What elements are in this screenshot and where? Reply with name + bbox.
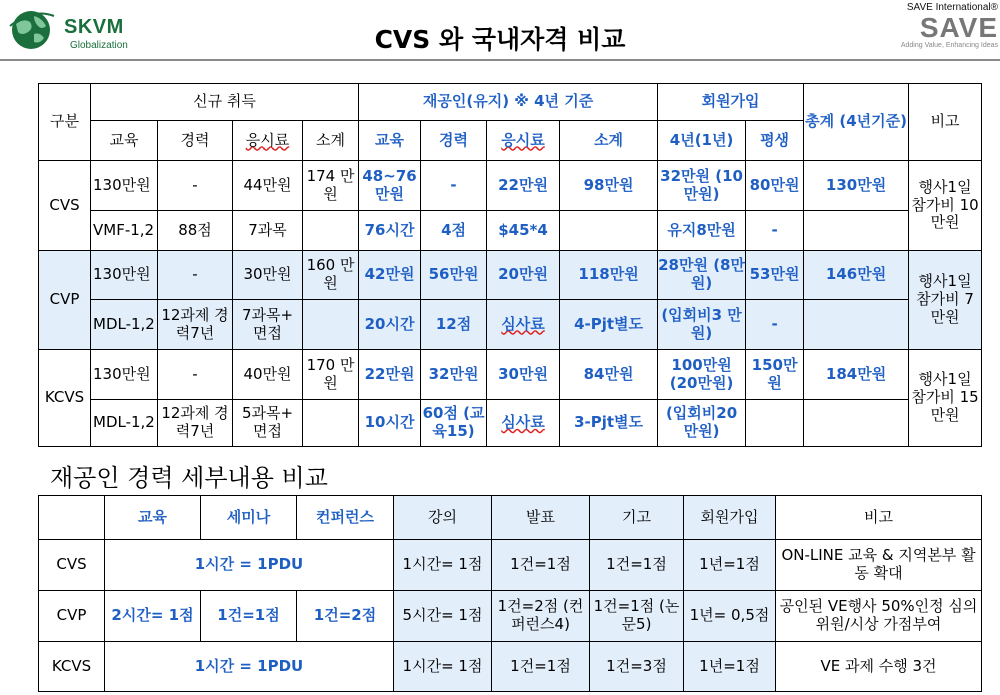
cell: 22만원: [487, 161, 560, 211]
note-cell: 행사1일 참가비 10만원: [909, 161, 982, 251]
header-divider: [0, 59, 1000, 61]
cell: 42만원: [359, 251, 421, 300]
cell: 60점 (교육15): [421, 400, 487, 447]
note-cell: ON-LINE 교육 & 지역본부 활동 확대: [776, 540, 982, 591]
cell: 118만원: [560, 251, 658, 300]
cell: 2시간= 1점: [105, 591, 201, 642]
header-exp2: 경력: [421, 121, 487, 161]
cell: 48~76 만원: [359, 161, 421, 211]
row-label: CVP: [39, 251, 91, 350]
header-gubun: 구분: [39, 84, 91, 161]
header-life: 평생: [746, 121, 804, 161]
cell: 32만원: [421, 350, 487, 400]
cell: 7과목+ 면접: [233, 300, 303, 350]
save-logo: [868, 2, 998, 58]
row-label: CVS: [39, 540, 105, 591]
cell: -: [421, 161, 487, 211]
merged-cell: 1시간 = 1PDU: [105, 540, 394, 591]
cell: 1시간= 1점: [394, 540, 492, 591]
cell: VMF-1,2: [91, 211, 158, 251]
header-m4: 4년(1년): [658, 121, 746, 161]
save-word-text: SAVE: [919, 12, 998, 43]
table-row: [39, 591, 982, 642]
header-seminar: 세미나: [201, 496, 297, 540]
header-edu2: 교육: [359, 121, 421, 161]
cell: 4점: [421, 211, 487, 251]
cell: 4-Pjt별도: [560, 300, 658, 350]
cell: 1년=1점: [684, 540, 776, 591]
cell: 170 만원: [303, 350, 359, 400]
cell: 1건=1점: [492, 540, 590, 591]
cell: 84만원: [560, 350, 658, 400]
cell: 1건=3점: [590, 642, 684, 692]
table-row: [39, 300, 982, 350]
cell: 7과목: [233, 211, 303, 251]
header-contribution: 기고: [590, 496, 684, 540]
cell: 130만원: [91, 161, 158, 211]
header-conference: 컨퍼런스: [297, 496, 394, 540]
cell: 146만원: [804, 251, 909, 300]
section-subtitle: 재공인 경력 세부내용 비교: [50, 464, 328, 492]
header-member: 회원가입: [658, 84, 804, 121]
skvm-name: SKVM: [64, 16, 124, 38]
row-label: KCVS: [39, 642, 105, 692]
header-lecture: 강의: [394, 496, 492, 540]
cell: [303, 300, 359, 350]
cell: 76시간: [359, 211, 421, 251]
cell: 12점: [421, 300, 487, 350]
cell: 20시간: [359, 300, 421, 350]
cell: -: [746, 211, 804, 251]
header-exp: 경력: [158, 121, 233, 161]
cell: 88점: [158, 211, 233, 251]
cell: 150만 원: [746, 350, 804, 400]
table-row: [39, 400, 982, 447]
save-top-text: SAVE International®: [906, 2, 998, 13]
header-subtotal: 소계: [303, 121, 359, 161]
cell: 1건=1점: [201, 591, 297, 642]
cell: 174 만원: [303, 161, 359, 211]
save-tagline: Adding Value, Enhancing Ideas: [900, 42, 998, 49]
cell: 30만원: [487, 350, 560, 400]
career-detail-table: [38, 495, 982, 692]
cell: 유지8만원: [658, 211, 746, 251]
header-subtotal2: 소계: [560, 121, 658, 161]
merged-cell: 1시간 = 1PDU: [105, 642, 394, 692]
cell: 53만원: [746, 251, 804, 300]
header-note: 비고: [776, 496, 982, 540]
cell: 1건=1점: [590, 540, 684, 591]
header-presentation: 발표: [492, 496, 590, 540]
page-title: CVS 와 국내자격 비교: [374, 25, 626, 54]
cell: -: [158, 350, 233, 400]
cell: 1시간= 1점: [394, 642, 492, 692]
cell: 5과목+ 면접: [233, 400, 303, 447]
table-row: [39, 211, 982, 251]
cell: [303, 211, 359, 251]
skvm-subtitle: Globalization: [70, 40, 128, 51]
cell: 40만원: [233, 350, 303, 400]
table-row: [39, 350, 982, 400]
cell: [746, 400, 804, 447]
cell: MDL-1,2: [91, 300, 158, 350]
cell: [560, 211, 658, 251]
cell: 12과제 경력7년: [158, 400, 233, 447]
cell: 20만원: [487, 251, 560, 300]
cell: [804, 211, 909, 251]
header-fee: 응시료: [233, 121, 303, 161]
table-row: [39, 161, 982, 211]
cell: [303, 400, 359, 447]
cell: 5시간= 1점: [394, 591, 492, 642]
cell: 1년= 0,5점: [684, 591, 776, 642]
cell: 44만원: [233, 161, 303, 211]
table-header-row: [39, 496, 982, 540]
cell: 1건=2점: [297, 591, 394, 642]
header-edu: 교육: [105, 496, 201, 540]
header-maintain: 재공인(유지) ※ 4년 기준: [359, 84, 658, 121]
cell: 22만원: [359, 350, 421, 400]
cell: 1년=1점: [684, 642, 776, 692]
cell: 12과제 경력7년: [158, 300, 233, 350]
cell: 심사료: [487, 400, 560, 447]
row-label: KCVS: [39, 350, 91, 447]
cell: (입회비3 만원): [658, 300, 746, 350]
corner-cell: [39, 496, 105, 540]
header-note: 비고: [909, 84, 982, 161]
cell: 80만원: [746, 161, 804, 211]
note-cell: 공인된 VE행사 50%인정 심의위원/시상 가점부여: [776, 591, 982, 642]
cell: 3-Pjt별도: [560, 400, 658, 447]
cell: 184만원: [804, 350, 909, 400]
comparison-table: [38, 83, 982, 447]
row-label: CVS: [39, 161, 91, 251]
table-row: [39, 251, 982, 300]
header-fee2: 응시료: [487, 121, 560, 161]
cell: 30만원: [233, 251, 303, 300]
cell: [804, 300, 909, 350]
cell: 10시간: [359, 400, 421, 447]
cell: 1건=1점: [492, 642, 590, 692]
cell: 130만원: [91, 350, 158, 400]
cell: 심사료: [487, 300, 560, 350]
cell: -: [158, 251, 233, 300]
cell: 28만원 (8만원): [658, 251, 746, 300]
cell: 1건=1점 (논문5): [590, 591, 684, 642]
cell: [804, 400, 909, 447]
cell: 160 만원: [303, 251, 359, 300]
header-new: 신규 취득: [91, 84, 359, 121]
cell: (입회비20 만원): [658, 400, 746, 447]
cell: 98만원: [560, 161, 658, 211]
cell: MDL-1,2: [91, 400, 158, 447]
note-cell: VE 과제 수행 3건: [776, 642, 982, 692]
header-total: 총계 (4년기준): [804, 84, 909, 161]
note-cell: 행사1일 참가비 15만원: [909, 350, 982, 447]
header: [0, 0, 1000, 60]
header-edu: 교육: [91, 121, 158, 161]
cell: -: [158, 161, 233, 211]
table-row: [39, 642, 982, 692]
save-wordmark: [868, 14, 998, 42]
cell: $45*4: [487, 211, 560, 251]
cell: -: [746, 300, 804, 350]
cell: 56만원: [421, 251, 487, 300]
cell: 130만원: [804, 161, 909, 211]
cell: 32만원 (10만원): [658, 161, 746, 211]
cell: 100만원 (20만원): [658, 350, 746, 400]
cell: 1건=2점 (컨퍼런스4): [492, 591, 590, 642]
header-membership: 회원가입: [684, 496, 776, 540]
row-label: CVP: [39, 591, 105, 642]
note-cell: 행사1일 참가비 7만원: [909, 251, 982, 350]
table-row: [39, 540, 982, 591]
cell: 130만원: [91, 251, 158, 300]
